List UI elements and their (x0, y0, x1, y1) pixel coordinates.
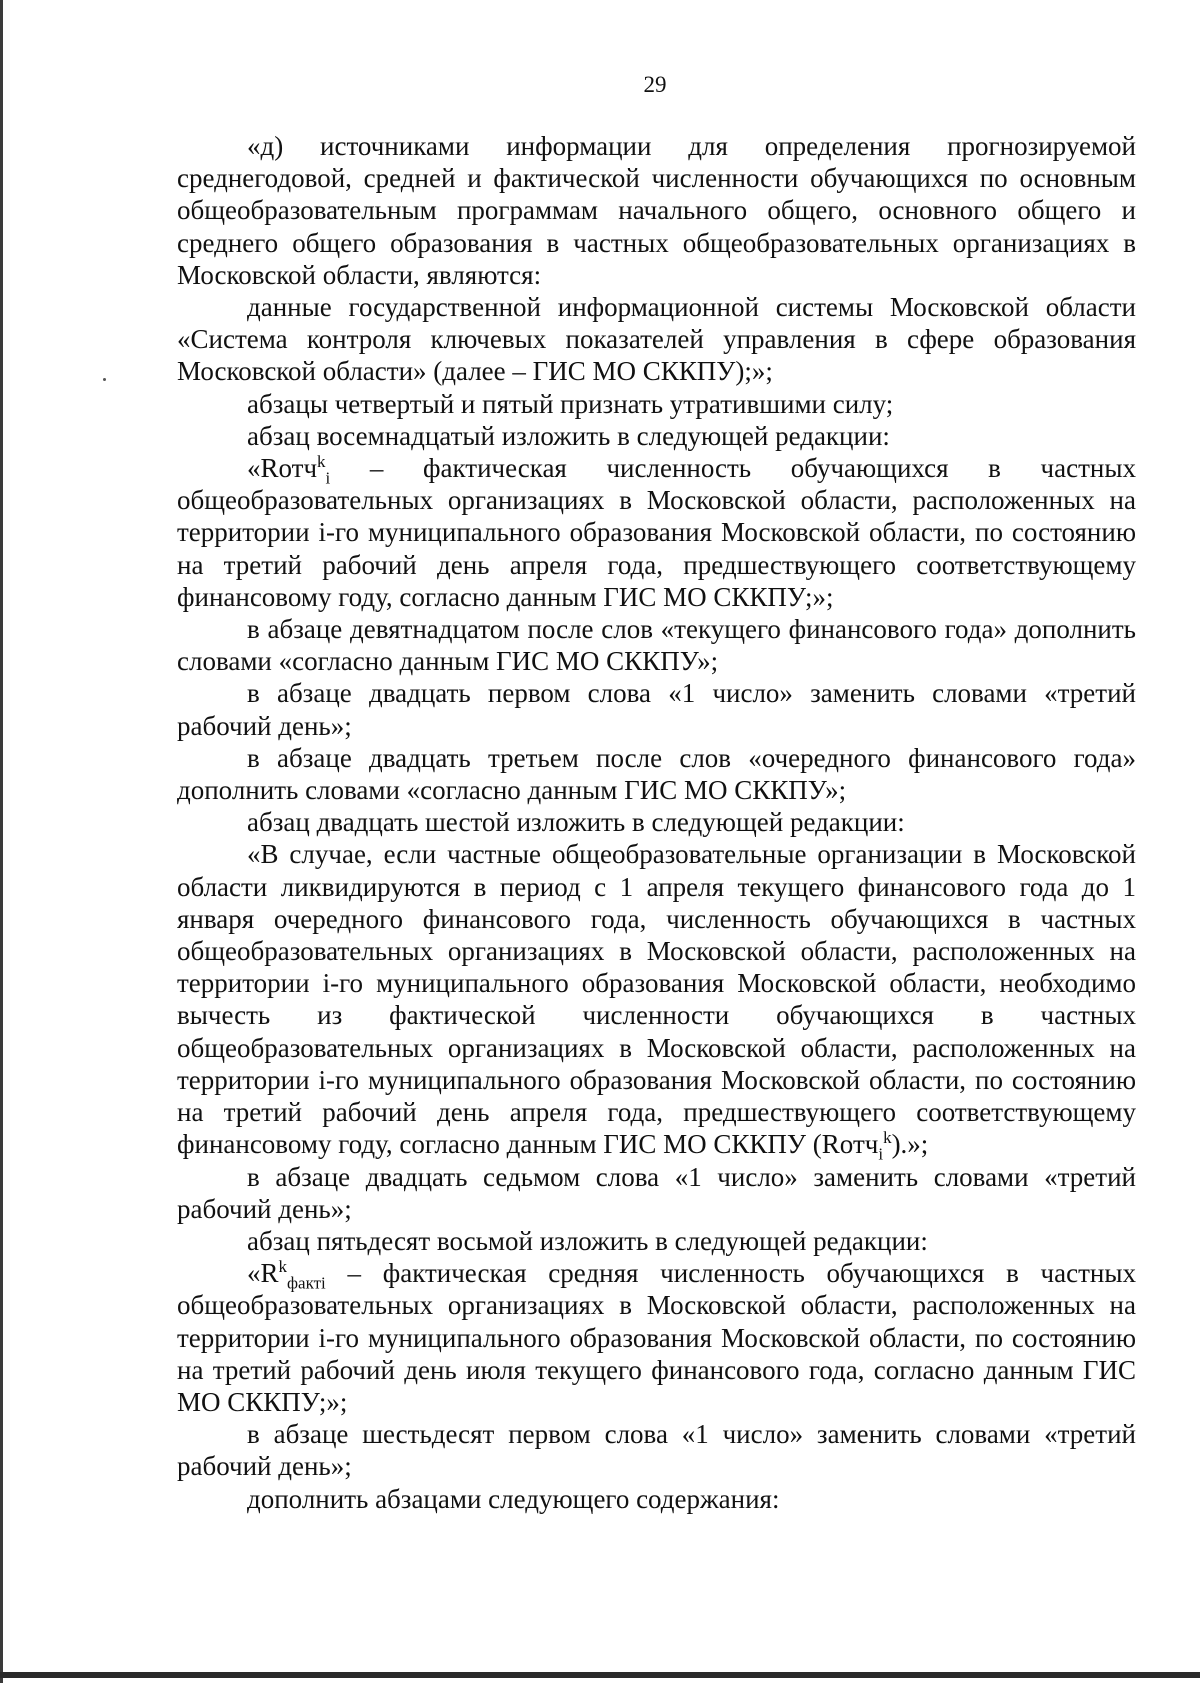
paragraph-twenty-sixth-new-wording (177, 806, 1136, 838)
paragraph-text: – фактическая средняя численность обучающихся в частных общеобразовательных организациях в Московской области, расположенных на территории i-го муниципального образования Московской области, по состоянию на третий рабочий день июля текущего финансового года, согласно данным ГИС МО СККПУ;»; (177, 1258, 1136, 1417)
formula-subscript: i (325, 468, 331, 488)
scan-edge-bottom (0, 1672, 1200, 1678)
paragraph-sixty-first-amendment (177, 1418, 1136, 1482)
paragraph-rfakt-definition (177, 1257, 1136, 1418)
paragraph-text: абзац восемнадцатый изложить в следующей редакции: (247, 420, 890, 451)
formula-superscript: k (278, 1257, 288, 1277)
formula-superscript: k (317, 452, 326, 472)
paragraph-text: дополнить абзацами следующего содержания: (247, 1483, 780, 1514)
formula-subscript: факті (287, 1273, 326, 1293)
document-body (177, 130, 1136, 1515)
paragraph-eighteenth-new-wording (177, 420, 1136, 452)
paragraph-text: данные государственной информационной системы Московской области «Система контроля ключевых показателей управления в сфере образования Московской области» (далее – ГИС МО СККПУ);»; (177, 292, 1136, 387)
paragraph-sources-of-information (177, 130, 1136, 291)
paragraph-text: абзац пятьдесят восьмой изложить в следующей редакции: (247, 1225, 928, 1256)
paragraph-text: абзацы четвертый и пятый признать утратившими силу; (247, 388, 894, 419)
paragraph-twenty-seventh-amendment (177, 1161, 1136, 1225)
paragraph-gis-data (177, 291, 1136, 388)
paragraph-nineteenth-amendment (177, 613, 1136, 677)
paragraph-tail: ).»; (891, 1129, 929, 1160)
paragraph-twenty-first-amendment (177, 677, 1136, 741)
paragraph-twenty-third-amendment (177, 742, 1136, 806)
paragraph-text: в абзаце шестьдесят первом слова «1 число» заменить словами «третий рабочий день»; (177, 1419, 1136, 1482)
formula-symbol: Rотч (821, 1129, 879, 1160)
paragraph-text: – фактическая численность обучающихся в частных общеобразовательных организациях в Московской области, расположенных на территории i-го муниципального образования Московской области, по состоянию на третий рабочий день апреля года, предшествующего соответствующему финансовому году, согласно данным ГИС МО СККПУ;»; (177, 453, 1136, 612)
paragraph-text: в абзаце девятнадцатом после слов «текущего финансового года» дополнить словами «согласно данным ГИС МО СККПУ»; (177, 614, 1136, 677)
paragraph-fifty-eighth-new-wording (177, 1225, 1136, 1257)
formula-symbol: «R (247, 1258, 279, 1289)
paragraph-text: «д) источниками информации для определения прогнозируемой среднегодовой, средней и фактической численности обучающихся по основным общеобразовательным программам начального общего, основного общего и среднего общего образования в частных общеобразовательных организациях в Московской области, являются: (177, 131, 1136, 290)
scan-dot-mark (103, 378, 106, 381)
formula-symbol: «Rотч (247, 453, 318, 484)
paragraph-add-paragraphs (177, 1483, 1136, 1515)
paragraph-liquidation-case (177, 838, 1136, 1164)
paragraph-rotch-definition (177, 452, 1136, 613)
formula-subscript: i (878, 1144, 884, 1164)
formula-superscript: k (883, 1128, 892, 1148)
paragraph-text: в абзаце двадцать седьмом слова «1 число» заменить словами «третий рабочий день»; (177, 1161, 1136, 1224)
paragraph-text: абзац двадцать шестой изложить в следующей редакции: (247, 807, 905, 838)
paragraph-text: в абзаце двадцать третьем после слов «очередного финансового года» дополнить словами «согласно данным ГИС МО СККПУ»; (177, 742, 1136, 806)
scan-edge-left (0, 0, 3, 1683)
paragraph-text: «В случае, если частные общеобразовательные организации в Московской области ликвидируются в период с 1 апреля текущего финансового года до 1 января очередного финансового года, численность обучающихся в частных общеобразовательных организациях в Московской области, расположенных на территории i-го муниципального образования Московской области, необходимо вычесть из фактической численности обучающихся в частных общеобразовательных организациях в Московской области, расположенных на территории i-го муниципального образования Московской области, по состоянию на третий рабочий день апреля года, предшествующего соответствующему финансовому году, согласно данным ГИС МО СККПУ ( (177, 839, 1136, 1160)
page-number: 29 (643, 72, 667, 97)
paragraph-text: в абзаце двадцать первом слова «1 число» заменить словами «третий рабочий день»; (177, 678, 1136, 741)
paragraph-repeal-fourth-fifth (177, 388, 1136, 420)
